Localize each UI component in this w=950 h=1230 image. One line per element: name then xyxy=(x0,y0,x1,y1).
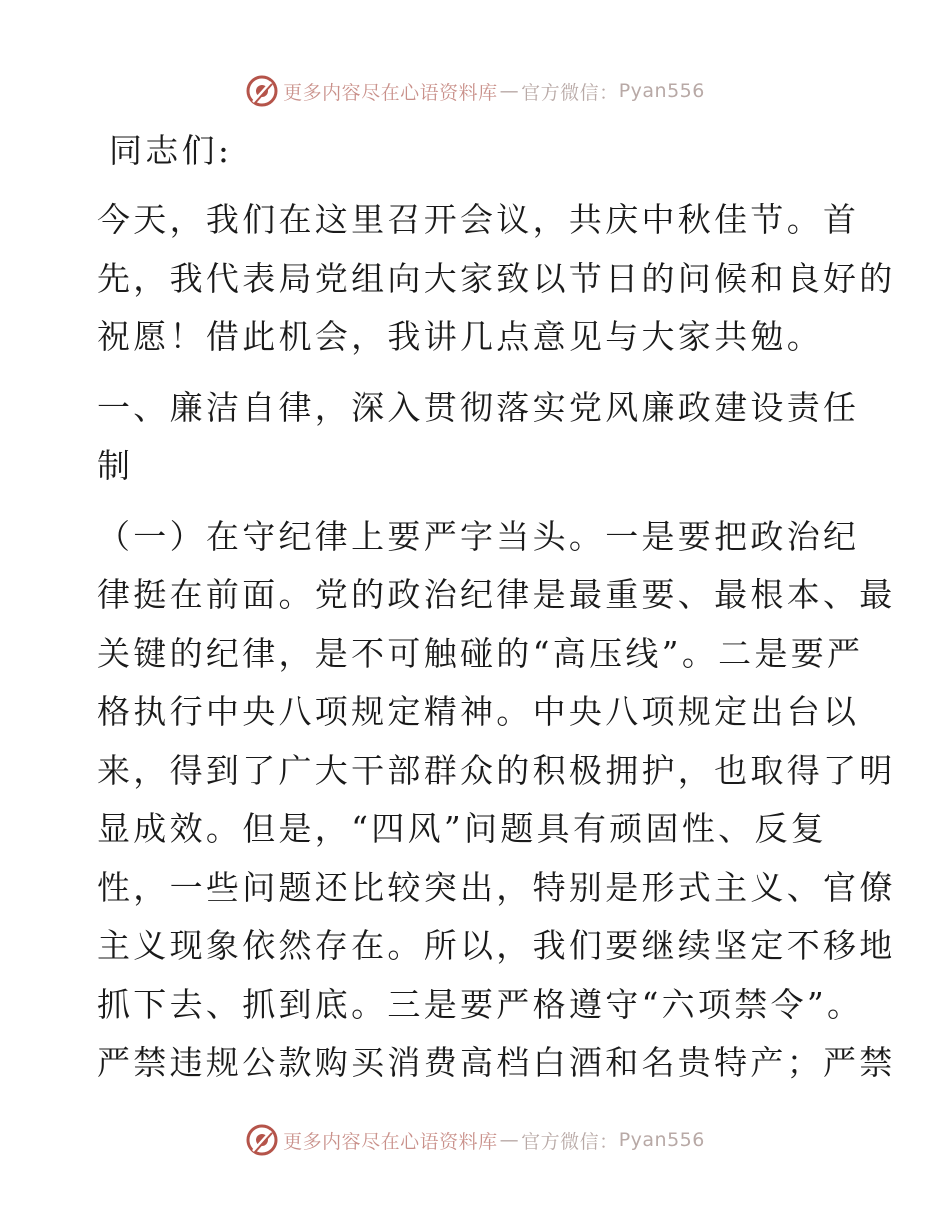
watermark-official-label: 官方微信： xyxy=(521,1130,619,1153)
paragraph-line: 关键的纪律，是不可触碰的“高压线”。二是要严 xyxy=(97,633,864,673)
watermark-official-label: 官方微信： xyxy=(521,81,619,104)
watermark-separator: — xyxy=(499,80,520,102)
paragraph-line: 性，一些问题还比较突出，特别是形式主义、官僚 xyxy=(97,867,896,907)
paragraph-line: （一）在守纪律上要严字当头。一是要把政治纪 xyxy=(97,516,860,556)
header-watermark xyxy=(0,71,950,111)
pen-seal-icon xyxy=(245,1123,279,1157)
footer-watermark xyxy=(0,1120,950,1160)
watermark-separator: — xyxy=(499,1129,520,1151)
watermark-wechat-id: Pyan556 xyxy=(618,80,705,102)
heading-line: 制 xyxy=(97,446,134,485)
paragraph-line: 显成效。但是，“四风”问题具有顽固性、反复 xyxy=(97,809,828,848)
paragraph-line: 祝愿！借此机会，我讲几点意见与大家共勉。 xyxy=(97,317,823,356)
watermark-text: 更多内容尽在心语资料库 xyxy=(283,81,498,104)
paragraph-opening xyxy=(97,191,896,367)
paragraph-discipline xyxy=(97,508,896,1093)
paragraph-line: 先，我代表局党组向大家致以节日的问候和良好的 xyxy=(97,258,896,298)
paragraph-line: 今天，我们在这里召开会议，共庆中秋佳节。首 xyxy=(97,200,860,239)
section-heading-1 xyxy=(97,379,860,496)
watermark-text: 更多内容尽在心语资料库 xyxy=(283,1130,498,1153)
watermark-wechat-id: Pyan556 xyxy=(618,1129,705,1151)
heading-line: 一、廉洁自律，深入贯彻落实党风廉政建设责任 xyxy=(97,387,860,427)
paragraph-line: 律挺在前面。党的政治纪律是最重要、最根本、最 xyxy=(97,575,896,614)
paragraph-line: 严禁违规公款购买消费高档白酒和名贵特产；严禁 xyxy=(97,1043,896,1082)
document-body xyxy=(97,122,896,1093)
paragraph-line: 格执行中央八项规定精神。中央八项规定出台以 xyxy=(97,692,860,731)
paragraph-line: 主义现象依然存在。所以，我们要继续坚定不移地 xyxy=(97,926,896,965)
paragraph-line: 抓下去、抓到底。三是要严格遵守“六项禁令”。 xyxy=(97,984,864,1024)
greeting: 同志们: xyxy=(109,131,233,170)
paragraph-line: 来，得到了广大干部群众的积极拥护，也取得了明 xyxy=(97,750,896,790)
pen-seal-icon xyxy=(245,74,279,108)
